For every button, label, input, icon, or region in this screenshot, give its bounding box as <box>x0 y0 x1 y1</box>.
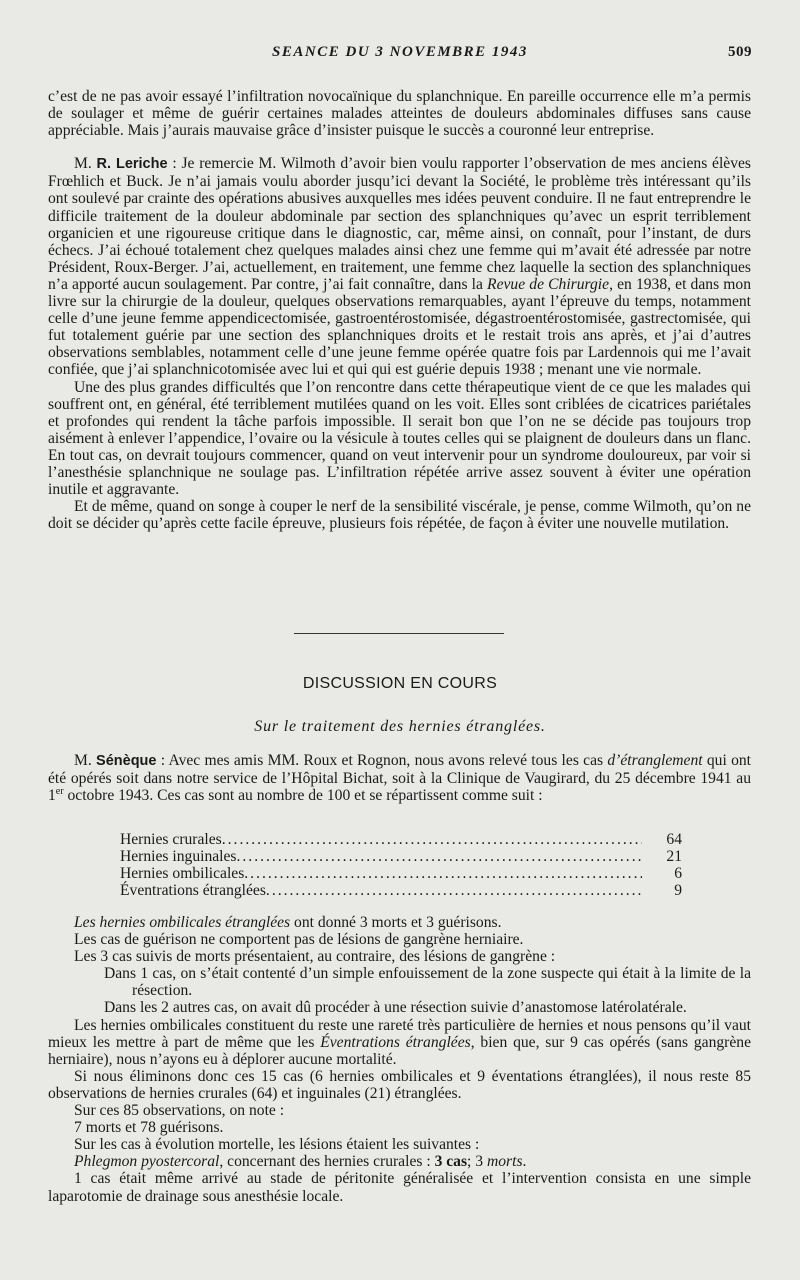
section-subtitle: Sur le traitement des hernies étranglées. <box>254 718 546 735</box>
speaker-name: R. Leriche <box>96 156 168 173</box>
running-header <box>0 44 800 64</box>
paragraph: Les cas de guérison ne comportent pas de lésions de gangrène herniaire. <box>74 931 524 949</box>
leriche-discussion <box>48 88 751 532</box>
paragraph: Sur les cas à évolution mortelle, les lésions étaient les suivantes : <box>74 1136 480 1154</box>
italic-term: d’étranglement <box>607 752 703 769</box>
row-label: Hernies ombilicales <box>120 865 245 883</box>
italic-term: Phlegmon pyostercoral <box>74 1153 220 1171</box>
speaker-prefix: M. <box>74 752 97 769</box>
table-row <box>120 831 682 848</box>
row-value: 64 <box>666 831 682 848</box>
header-title: SEANCE DU 3 NOVEMBRE 1943 <box>272 44 528 60</box>
speaker-prefix: M. <box>74 155 97 173</box>
section-title: DISCUSSION EN COURS <box>302 675 498 692</box>
table-row <box>120 882 682 899</box>
paragraph-text: , bien que, sur 9 cas opérés (sans gangrène herniaire), nous n’ayons eu à déplorer aucune mortalité. <box>48 1033 751 1068</box>
paragraph-text: , concernant des hernies crurales : <box>219 1153 435 1171</box>
paragraph-text: . <box>522 1153 527 1171</box>
paragraph <box>48 914 751 931</box>
paragraph-text: qui ont été opérés soit dans notre service de l’Hôpital Bichat, soit à la Clinique de Vaugirard, du 25 décembre 1941 au 1 <box>48 752 751 805</box>
row-value: 9 <box>674 882 682 900</box>
row-label: Éventrations étranglées <box>120 882 266 900</box>
paragraph: Si nous éliminons donc ces 15 cas (6 hernies ombilicales et 9 éventations étranglées), il nous reste 85 observations de hernies crurales (64) et inguinales (21) étranglées. <box>48 1067 751 1102</box>
paragraph: 1 cas était même arrivé au stade de péritonite généralisée et l’intervention consista en une simple laparotomie de drainage sous anesthésie locale. <box>48 1170 751 1205</box>
paragraph: Dans les 2 autres cas, on avait dû procéder à une résection suivie d’anastomose latérolatérale. <box>104 999 687 1017</box>
paragraph: Et de même, quand on songe à couper le nerf de la sensibilité viscérale, je pense, comme Wilmoth, qu’on ne doit se décider qu’après cette facile épreuve, plusieurs fois répétée, de façon à éviter une nouvelle mutilation. <box>48 498 751 533</box>
paragraph-text: : Avec mes amis MM. Roux et Rognon, nous avons relevé tous les cas <box>156 752 608 769</box>
italic-term: Éventrations étranglées <box>320 1033 471 1051</box>
row-label: Hernies crurales <box>120 831 222 848</box>
row-label: Hernies inguinales <box>120 848 237 866</box>
hernia-table <box>120 831 682 899</box>
paragraph: Sur ces 85 observations, on note : <box>74 1102 285 1120</box>
superscript: er <box>55 786 64 797</box>
journal-title: Revue de Chirurgie <box>487 275 610 293</box>
italic-term: Les hernies ombilicales étranglées <box>74 914 291 931</box>
row-value: 21 <box>666 848 682 866</box>
page-number: 509 <box>728 44 752 60</box>
paragraph-text: : Je remercie M. Wilmoth d’avoir bien voulu rapporter l’observation de mes anciens élèves Frœhlich et Buck. Je n’ai jamais voulu aborder jusqu’ici devant la Société, le problème très intéressant qu’ils ont soulevé par crainte des opérations abusives auxquelles mes idées peuvent conduire. Il ne faut entreprendre le difficile traitement de la douleur abdominale par section des splanchniques qu’avec un esprit terriblement organicien et une rigoureuse critique dans le diagnostic, car, même ainsi, on connaît, pour l’instant, de durs échecs. J’ai échoué totalement chez quelques malades ainsi chez une femme qui m’avait été adressée par notre Président, Roux-Berger. J’ai, actuellement, en traitement, une femme chez laquelle la section des splanchniques n’a apporté aucun soulagement. Par contre, j’ai fait connaître, dans la <box>48 155 751 293</box>
paragraph-text: ; 3 <box>467 1153 487 1171</box>
paragraph: Dans 1 cas, on s’était contenté d’un simple enfouissement de la zone suspecte qui était à la limite de la résection. <box>104 965 751 1000</box>
paragraph: Les 3 cas suivis de morts présentaient, au contraire, des lésions de gangrène : <box>74 948 556 966</box>
seneque-paragraph <box>48 752 751 804</box>
paragraph: 7 morts et 78 guérisons. <box>74 1119 224 1137</box>
results-discussion <box>48 914 751 1205</box>
table-row <box>120 865 682 882</box>
paragraph: Une des plus grandes difficultés que l’on rencontre dans cette thérapeutique vient de ce que les malades qui souffrent ont, en général, été terriblement mutilées quand on les voit. Elles sont criblées de cicatrices pariétales et profondes qui rendent la tâche parfois impossible. Il serait bon que l’on ne se décide pas toujours trop aisément à enlever l’appendice, l’ovaire ou la vésicule à toutes celles qui se plaignent de douleurs dans un flanc. En tout cas, on devrait toujours commencer, quand on veut intervenir pour un syndrome douloureux, par voir si l’anesthésie splanchnique ne soulage pas. L’infiltration répétée arrive assez souvent à éviter une opération inutile et aggravante. <box>48 378 751 499</box>
paragraph <box>48 1153 751 1170</box>
paragraph-text: ont donné 3 morts et 3 guérisons. <box>290 914 502 931</box>
table-row <box>120 848 682 865</box>
paragraph-text: octobre 1943. Ces cas sont au nombre de 100 et se répartissent comme suit : <box>63 787 543 805</box>
leader-dots <box>237 848 643 865</box>
section-divider <box>294 633 504 634</box>
paragraph-text: , en 1938, et dans mon livre sur la chirurgie de la douleur, quelques observations remarquables, ayant l’épreuve du temps, notamment celle d’une jeune femme appendicectomisée, gastroentérostomisée, dégastroentérostomisée, gastrectomisée, qui fut totalement guérie par une section des splanchniques droits et le restait trois ans après, et j’ai d’autres observations semblables, notamment celle d’une jeune femme opérée quatre fois par Lardennois qui me l’avait confiée, que j’ai splanchnicotomisée avec lui et qui qui est guérie depuis 1938 ; menant une vie normale. <box>48 275 751 379</box>
speaker-name: Sénèque <box>96 753 157 769</box>
paragraph-text: Les hernies ombilicales constituent du reste une rareté très particulière de hernies et nous pensons qu’il vaut mieux les mettre à part de même que les <box>48 1016 751 1051</box>
seneque-discussion <box>48 752 751 804</box>
bold-term: 3 cas <box>434 1153 468 1171</box>
leriche-paragraph <box>48 155 751 378</box>
leader-dots <box>266 882 642 899</box>
paragraph <box>48 1017 751 1068</box>
leader-dots <box>222 831 642 848</box>
paragraph: c’est de ne pas avoir essayé l’infiltration novocaïnique du splanchnique. En pareille occurrence elle m’a permis de soulager et même de guérir certaines malades atteintes de douleurs abdominales diffuses sans cause appréciable. Mais j’aurais mauvaise grâce d’insister puisque le succès a couronné leur entreprise. <box>48 88 751 140</box>
italic-term: morts <box>486 1153 523 1171</box>
row-value: 6 <box>674 865 682 883</box>
leader-dots <box>244 865 642 882</box>
